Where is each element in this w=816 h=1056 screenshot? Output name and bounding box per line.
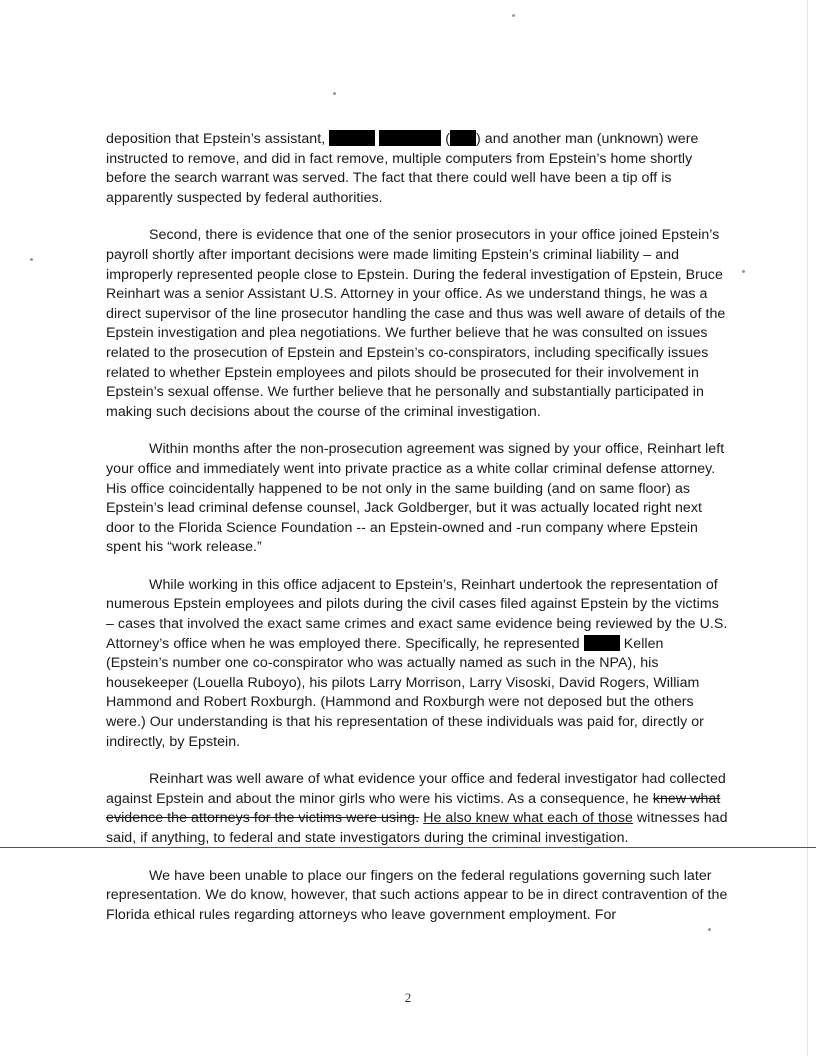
scan-speck	[30, 258, 33, 261]
paragraph-computers-removed: deposition that Epstein’s assistant, ( ) and another man (unknown) were instructed to remove, and did in fact remove, multiple computers from Epstein’s home shortly before the search warrant was served. The fact that there could well have been a tip off is apparently suspected by federal authorities.	[106, 131, 699, 206]
redaction-box	[329, 130, 375, 146]
scan-horizontal-line	[0, 847, 816, 848]
paragraph-private-practice	[106, 440, 728, 558]
paragraph-text: Kellen (Epstein’s number one co-conspirator who was actually named as such in the NPA), his housekeeper (Louella Ruboyo), his pilots Larry Morrison, Larry Visoski, David Rogers, William Hammond and Robert Roxburgh. (Hammond and Roxburgh were not deposed but the others were.) Our understanding is that his representation of these individuals was paid for, directly or indirectly, by Epstein.	[106, 635, 704, 750]
paragraph-text: Second, there is evidence that one of the senior prosecutors in your office joined Epstein’s payroll shortly after important decisions were made limiting Epstein’s criminal liability – and improperly represented people close to Epstein. During the federal investigation of Epstein, Bruce Reinhart was a senior Assistant U.S. Attorney in your office. As we understand things, he was a direct supervisor of the line prosecutor handling the case and thus was well aware of details of the Epstein investigation and plea negotiations. We further believe that he was consulted on issues related to the prosecution of Epstein and Epstein’s co-conspirators, including specifically issues related to whether Epstein employees and pilots should be prosecuted for their involvement in Epstein’s sexual offense. We further believe that he personally and substantially participated in making such decisions about the course of the criminal investigation.	[106, 227, 726, 420]
paragraph-text: Reinhart was well aware of what evidence your office and federal investigator had collected against Epstein and about the minor girls who were his victims. As a consequence, he	[106, 771, 726, 807]
paragraph-text: witnesses had said, if anything, to federal and state investigators during the criminal investigation.	[106, 810, 728, 846]
paragraph-federal-regulations	[106, 867, 728, 926]
page-number: 2	[404, 990, 412, 1005]
paragraph-text: Within months after the non-prosecution agreement was signed by your office, Reinhart left your office and immediately went into private practice as a white collar criminal defense attorney. His office coincidentally happened to be not only in the same building (and on same floor) as Epstein’s lead criminal defense counsel, Jack Goldberger, but it was actually located right next door to the Florida Science Foundation -- an Epstein-owned and -run company where Epstein spent his “work release.”	[106, 441, 725, 556]
redaction-box	[450, 130, 476, 146]
paragraph-text: While working in this office adjacent to Epstein’s, Reinhart undertook the representation of numerous Epstein employees and pilots during the civil cases filed against Epstein by the victims – cases that involved the exact same crimes and exact same evidence being reviewed by the U.S. Attorney’s office when he was employed there. Specifically, he represented	[106, 576, 728, 652]
struck-text: knew what evidence the attorneys for the victims were using.	[106, 790, 721, 827]
scan-speck	[512, 14, 515, 17]
page-edge-shadow	[807, 0, 808, 1056]
paragraph-text: ) and another man (unknown) were instructed to remove, and did in fact remove, multiple computers from Epstein’s home shortly before the search warrant was served. The fact that there could well have been a tip off is apparently suspected by federal authorities.	[106, 131, 699, 206]
paragraph-senior-prosecutor	[106, 226, 728, 422]
paragraph-text: We have been unable to place our fingers on the federal regulations governing such later representation. We do know, however, that such actions appear to be in direct contravention of the Florida ethical rules regarding attorneys who leave government employment. For	[106, 867, 728, 923]
paragraph-evidence-awareness	[106, 770, 728, 848]
paragraph-text: deposition that Epstein’s assistant,	[106, 131, 326, 147]
paragraph-representation	[106, 576, 728, 752]
scan-speck	[333, 92, 336, 95]
underlined-text: He also knew what each of those	[423, 810, 633, 827]
letter-body	[106, 130, 728, 943]
redaction-box	[379, 130, 441, 146]
redaction-box	[584, 635, 620, 651]
scan-speck	[742, 270, 745, 273]
